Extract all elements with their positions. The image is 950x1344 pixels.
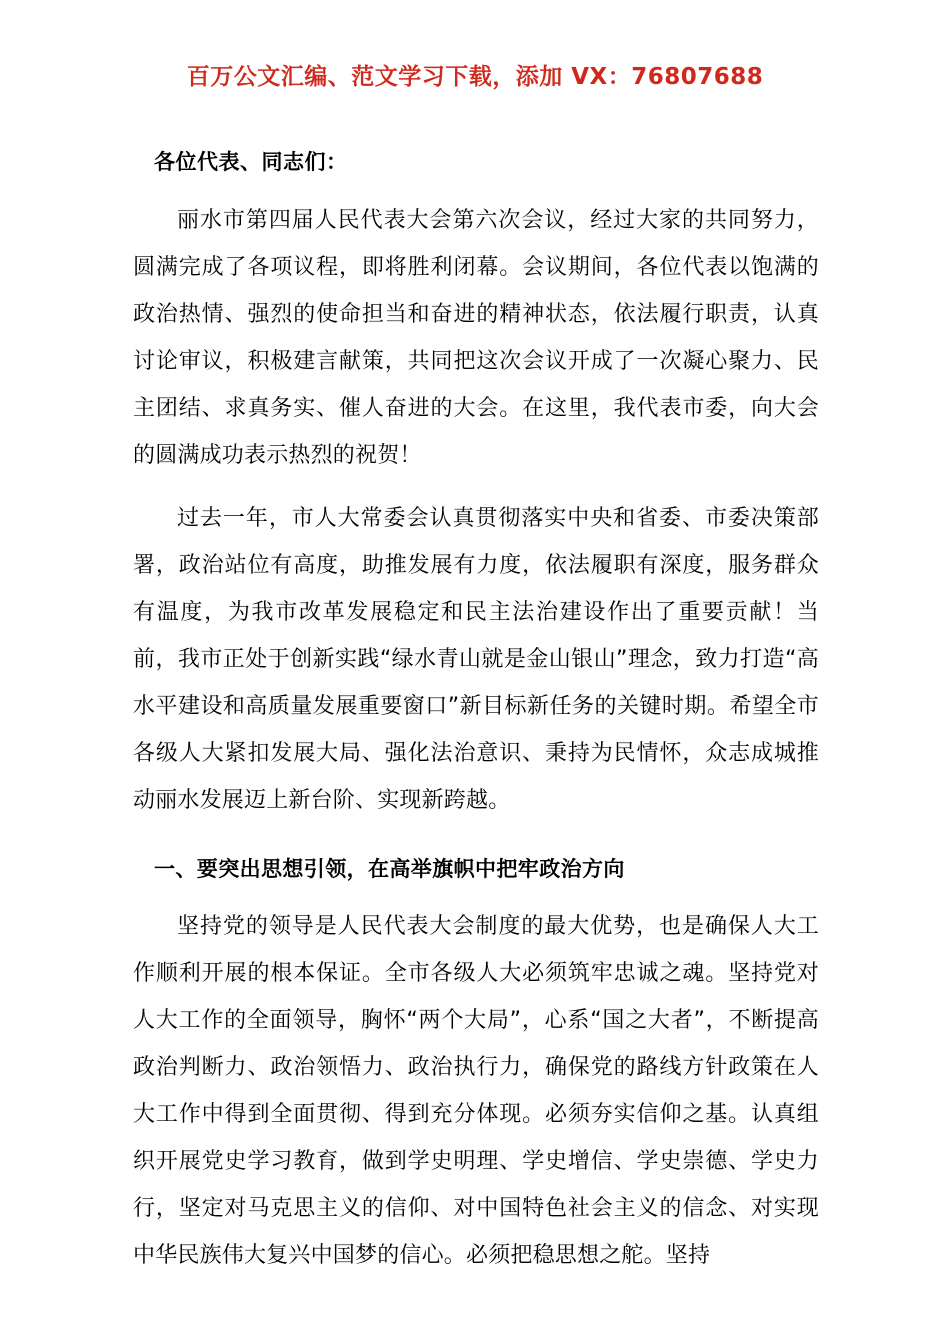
body-paragraph-1: 丽水市第四届人民代表大会第六次会议，经过大家的共同努力，圆满完成了各项议程，即将胜利闭幕。会议期间，各位代表以饱满的政治热情、强烈的使命担当和奋进的精神状态，依法履行职责，认真讨论审议，积极建言献策，共同把这次会议开成了一次凝心聚力、民主团结、求真务实、催人奋进的大会。在这里，我代表市委，向大会的圆满成功表示热烈的祝贺！ xyxy=(133,208,819,468)
document-body xyxy=(133,139,819,1295)
salutation-line: 各位代表、同志们： xyxy=(154,150,348,174)
body-paragraph-2: 过去一年，市人大常委会认真贯彻落实中央和省委、市委决策部署，政治站位有高度，助推发展有力度，依法履职有深度，服务群众有温度，为我市改革发展稳定和民主法治建设作出了重要贡献！当前，我市正处于创新实践“绿水青山就是金山银山”理念，致力打造“高水平建设和高质量发展重要窗口”新目标新任务的关键时期。希望全市各级人大紧扣发展大局、强化法治意识、秉持为民情怀，众志成城推动丽水发展迈上新台阶、实现新跨越。 xyxy=(133,506,819,813)
section-heading-1: 一、要突出思想引领，在高举旗帜中把牢政治方向 xyxy=(154,857,625,881)
promo-watermark-text: 百万公文汇编、范文学习下载，添加 VX：76807688 xyxy=(186,64,764,90)
section-paragraph-1: 坚持党的领导是人民代表大会制度的最大优势，也是确保人大工作顺利开展的根本保证。全市各级人大必须筑牢忠诚之魂。坚持党对人大工作的全面领导，胸怀“两个大局”，心系“国之大者”，不断提高政治判断力、政治领悟力、政治执行力，确保党的路线方针政策在人大工作中得到全面贯彻、得到充分体现。必须夯实信仰之基。认真组织开展党史学习教育，做到学史明理、学史增信、学史崇德、学史力行，坚定对马克思主义的信仰、对中国特色社会主义的信念、对实现中华民族伟大复兴中国梦的信心。必须把稳思想之舵。坚持 xyxy=(133,914,819,1268)
